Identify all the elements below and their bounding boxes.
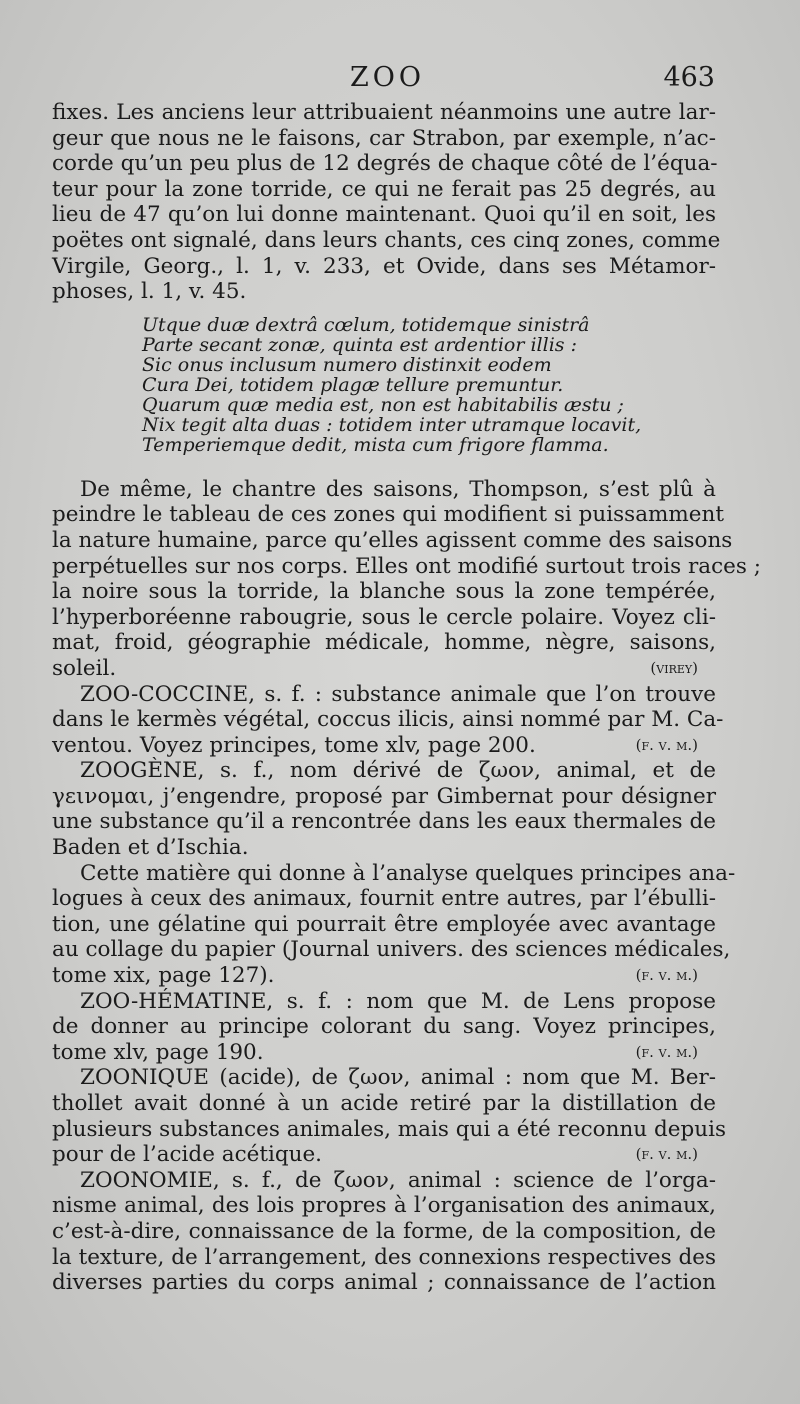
verse-line: Temperiemque dedit, mista cum frigore flamma. bbox=[142, 433, 609, 456]
verse-line: Utque duæ dextrâ cœlum, totidemque sinistrâ bbox=[142, 313, 590, 336]
text-line bbox=[52, 963, 716, 989]
verse-line: Sic onus inclusum numero distinxit eodem bbox=[142, 353, 552, 376]
text-line: De même, le chantre des saisons, Thompson, s’est plû à bbox=[80, 476, 716, 502]
text-line: la noire sous la torride, la blanche sous la zone tempérée, bbox=[52, 579, 716, 605]
paragraph-thompson bbox=[52, 476, 761, 682]
text-line: de donner au principe colorant du sang. Voyez principes, bbox=[52, 1014, 716, 1040]
author-signature: (f. v. m.) bbox=[635, 735, 698, 754]
paragraph-zones-end bbox=[52, 100, 721, 305]
text-line: tion, une gélatine qui pourrait être employée avec avantage bbox=[52, 911, 716, 937]
text-line: fixes. Les anciens leur attribuaient néanmoins une autre lar- bbox=[52, 100, 716, 125]
text-line: poëtes ont signalé, dans leurs chants, ces cinq zones, comme bbox=[52, 227, 721, 253]
text-line: phoses, l. 1, v. 45. bbox=[52, 279, 247, 305]
text-fragment: tome xix, page 127). bbox=[52, 963, 275, 989]
text-line: geur que nous ne le faisons, car Strabon, par exemple, n’ac- bbox=[52, 125, 716, 151]
page-text bbox=[52, 100, 761, 1296]
text-line: perpétuelles sur nos corps. Elles ont modifié surtout trois races ; bbox=[52, 553, 761, 579]
text-line: ZOONIQUE (acide), de ζωον, animal : nom que M. Ber- bbox=[80, 1065, 716, 1091]
text-line: mat, froid, géographie médicale, homme, nègre, saisons, bbox=[52, 630, 716, 656]
author-signature: (f. v. m.) bbox=[635, 966, 698, 985]
text-line: logues à ceux des animaux, fournit entre autres, par l’ébulli- bbox=[52, 886, 716, 912]
text-line: Cette matière qui donne à l’analyse quelques principes ana- bbox=[80, 860, 736, 886]
author-signature: (f. v. m.) bbox=[635, 1042, 698, 1061]
text-line bbox=[52, 1040, 716, 1066]
author-signature: (f. v. m.) bbox=[635, 1145, 698, 1164]
author-signature: (virey) bbox=[650, 658, 698, 677]
text-line: plusieurs substances animales, mais qui a été reconnu depuis bbox=[52, 1116, 726, 1142]
text-line: ZOO-COCCINE, s. f. : substance animale que l’on trouve bbox=[80, 681, 716, 707]
text-line: au collage du papier (Journal univers. des sciences médicales, bbox=[52, 937, 731, 963]
page-number: 463 bbox=[663, 62, 715, 93]
text-line: lieu de 47 qu’on lui donne maintenant. Quoi qu’il en soit, les bbox=[52, 202, 716, 228]
text-line: l’hyperboréenne rabougrie, sous le cercle polaire. Voyez cli- bbox=[52, 604, 716, 630]
verse-line: Nix tegit alta duas : totidem inter utramque locavit, bbox=[142, 413, 642, 436]
text-line bbox=[52, 1142, 716, 1168]
text-line: une substance qu’il a rencontrée dans les eaux thermales de bbox=[52, 809, 716, 835]
entry-zoo-hematine bbox=[52, 989, 716, 1066]
verse-line: Parte secant zonæ, quinta est ardentior illis : bbox=[142, 333, 577, 356]
text-line: teur pour la zone torride, ce qui ne ferait pas 25 degrés, au bbox=[52, 176, 716, 202]
text-fragment: pour de l’acide acétique. bbox=[52, 1142, 323, 1168]
text-line: γεινομαι, j’engendre, proposé par Gimbernat pour désigner bbox=[52, 783, 716, 809]
text-line: ZOO-HÉMATINE, s. f. : nom que M. de Lens propose bbox=[80, 988, 716, 1014]
text-line: c’est-à-dire, connaissance de la forme, de la composition, de bbox=[52, 1218, 716, 1244]
text-fragment: ventou. Voyez principes, tome xlv, page 200. bbox=[52, 732, 536, 758]
text-line: nisme animal, des lois propres à l’organisation des animaux, bbox=[52, 1193, 716, 1219]
text-fragment: tome xlv, page 190. bbox=[52, 1039, 264, 1065]
verse-line: Cura Dei, totidem plagæ tellure premuntur. bbox=[142, 373, 564, 396]
text-line: la texture, de l’arrangement, des connexions respectives des bbox=[52, 1244, 716, 1270]
text-line bbox=[52, 656, 716, 682]
text-line: peindre le tableau de ces zones qui modifient si puissamment bbox=[52, 502, 725, 528]
text-line: Baden et d’Ischia. bbox=[52, 835, 249, 861]
entry-zoonique bbox=[52, 1065, 726, 1168]
page-header bbox=[0, 62, 800, 102]
text-line: thollet avait donné à un acide retiré par la distillation de bbox=[52, 1091, 716, 1116]
latin-verse-quote bbox=[142, 315, 662, 455]
entry-zoonomie bbox=[52, 1168, 716, 1296]
text-fragment: soleil. bbox=[52, 655, 117, 681]
text-line: ZOONOMIE, s. f., de ζωον, animal : science de l’orga- bbox=[80, 1167, 716, 1193]
text-line: ZOOGÈNE, s. f., nom dérivé de ζωον, animal, et de bbox=[80, 758, 716, 784]
text-line: la nature humaine, parce qu’elles agissent comme des saisons bbox=[52, 527, 733, 553]
text-line: Virgile, Georg., l. 1, v. 233, et Ovide, dans ses Métamor- bbox=[52, 253, 716, 279]
text-line: corde qu’un peu plus de 12 degrés de chaque côté de l’équa- bbox=[52, 151, 718, 177]
text-line: diverses parties du corps animal ; connaissance de l’action bbox=[52, 1270, 716, 1296]
verse-line: Quarum quæ media est, non est habitabilis æstu ; bbox=[142, 393, 624, 416]
text-line: dans le kermès végétal, coccus ilicis, ainsi nommé par M. Ca- bbox=[52, 707, 724, 733]
text-line bbox=[52, 733, 716, 759]
entry-zoogene bbox=[52, 758, 736, 989]
entry-zoo-coccine bbox=[52, 681, 724, 759]
running-head: ZOO bbox=[350, 62, 426, 93]
